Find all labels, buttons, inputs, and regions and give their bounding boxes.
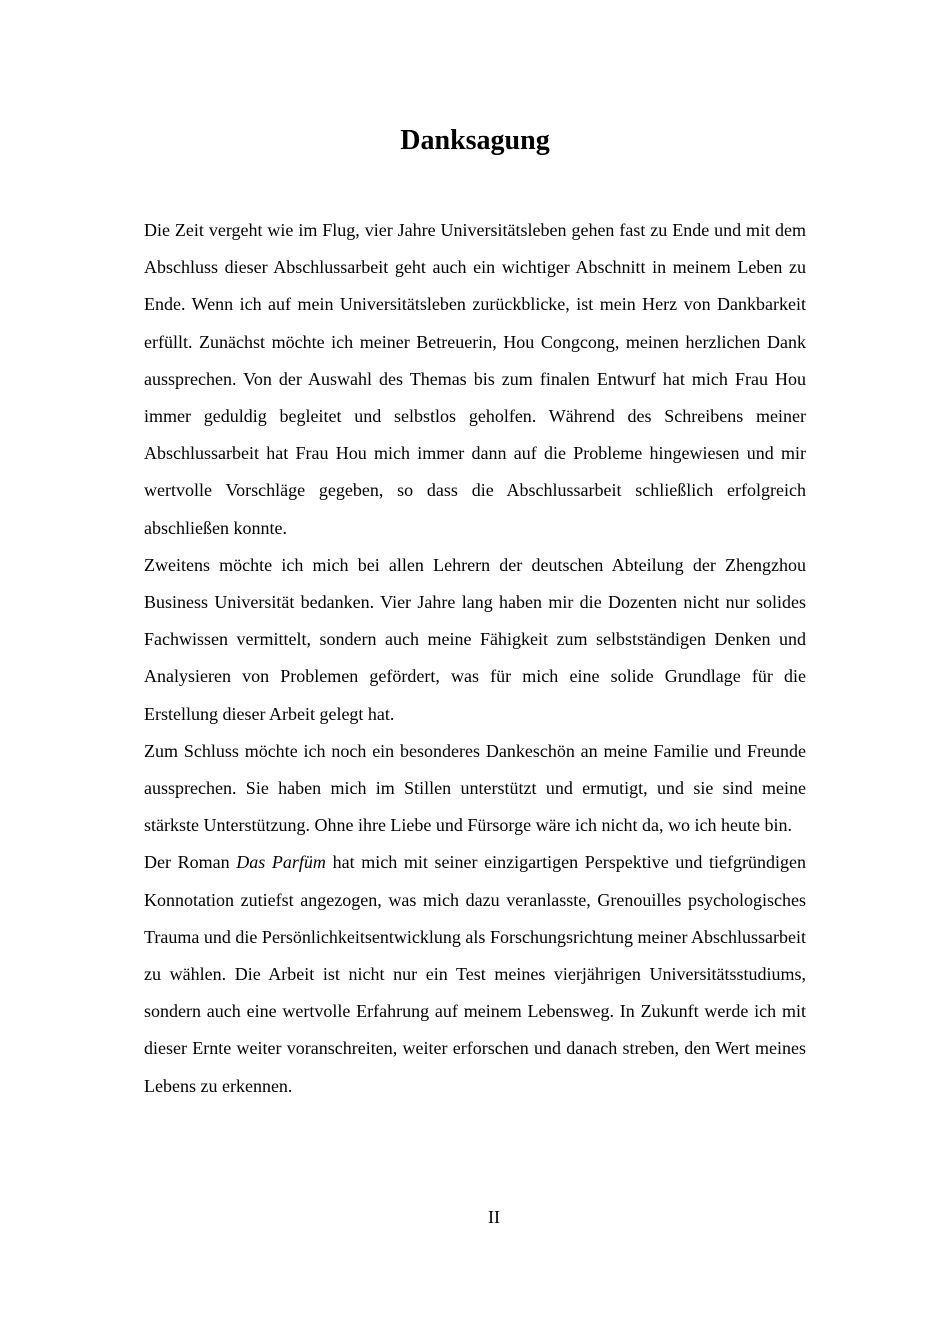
paragraph-1: Die Zeit vergeht wie im Flug, vier Jahre Universitätsleben gehen fast zu Ende und mit dem Abschluss dieser Abschlussarbeit geht auch ein wichtiger Abschnitt in meinem Leben zu Ende. Wenn ich auf mein Universitätsleben zurückblicke, ist mein Herz von Dankbarkeit erfüllt. Zunächst möchte ich meiner Betreuerin, Hou Congcong, meinen herzlichen Dank aussprechen. Von der Auswahl des Themas bis zum finalen Entwurf hat mich Frau Hou immer geduldig begleitet und selbstlos geholfen. Während des Schreibens meiner Abschlussarbeit hat Frau Hou mich immer dann auf die Probleme hingewiesen und mir wertvolle Vorschläge gegeben, so dass die Abschlussarbeit schließlich erfolgreich abschließen konnte. xyxy=(144,220,806,538)
page-title: Danksagung xyxy=(400,125,550,156)
page-number: II xyxy=(488,1207,500,1227)
paragraph-3: Zum Schluss möchte ich noch ein besonderes Dankeschön an meine Familie und Freunde aussprechen. Sie haben mich im Stillen unterstützt und ermutigt, und sie sind meine stärkste Unterstützung. Ohne ihre Liebe und Fürsorge wäre ich nicht da, wo ich heute bin. xyxy=(144,740,806,836)
paragraph-4 xyxy=(144,844,806,1104)
paragraph-4-lead: Der Roman xyxy=(144,852,237,873)
novel-title: Das Parfüm xyxy=(236,852,326,873)
paragraph-4-rest: hat mich mit seiner einzigartigen Perspektive und tiefgründigen Konnotation zutiefst angezogen, was mich dazu veranlasste, Grenouilles psychologisches Trauma und die Persönlichkeitsentwicklung als Forschungsrichtung meiner Abschlussarbeit zu wählen. Die Arbeit ist nicht nur ein Test meines vierjährigen Universitätsstudiums, sondern auch eine wertvolle Erfahrung auf meinem Lebensweg. In Zukunft werde ich mit dieser Ernte weiter voranschreiten, weiter erforschen und danach streben, den Wert meines Lebens zu erkennen. xyxy=(144,852,806,1096)
paragraph-2: Zweitens möchte ich mich bei allen Lehrern der deutschen Abteilung der Zhengzhou Business Universität bedanken. Vier Jahre lang haben mir die Dozenten nicht nur solides Fachwissen vermittelt, sondern auch meine Fähigkeit zum selbstständigen Denken und Analysieren von Problemen gefördert, was für mich eine solide Grundlage für die Erstellung dieser Arbeit gelegt hat. xyxy=(144,554,806,724)
body-text xyxy=(144,212,806,1105)
